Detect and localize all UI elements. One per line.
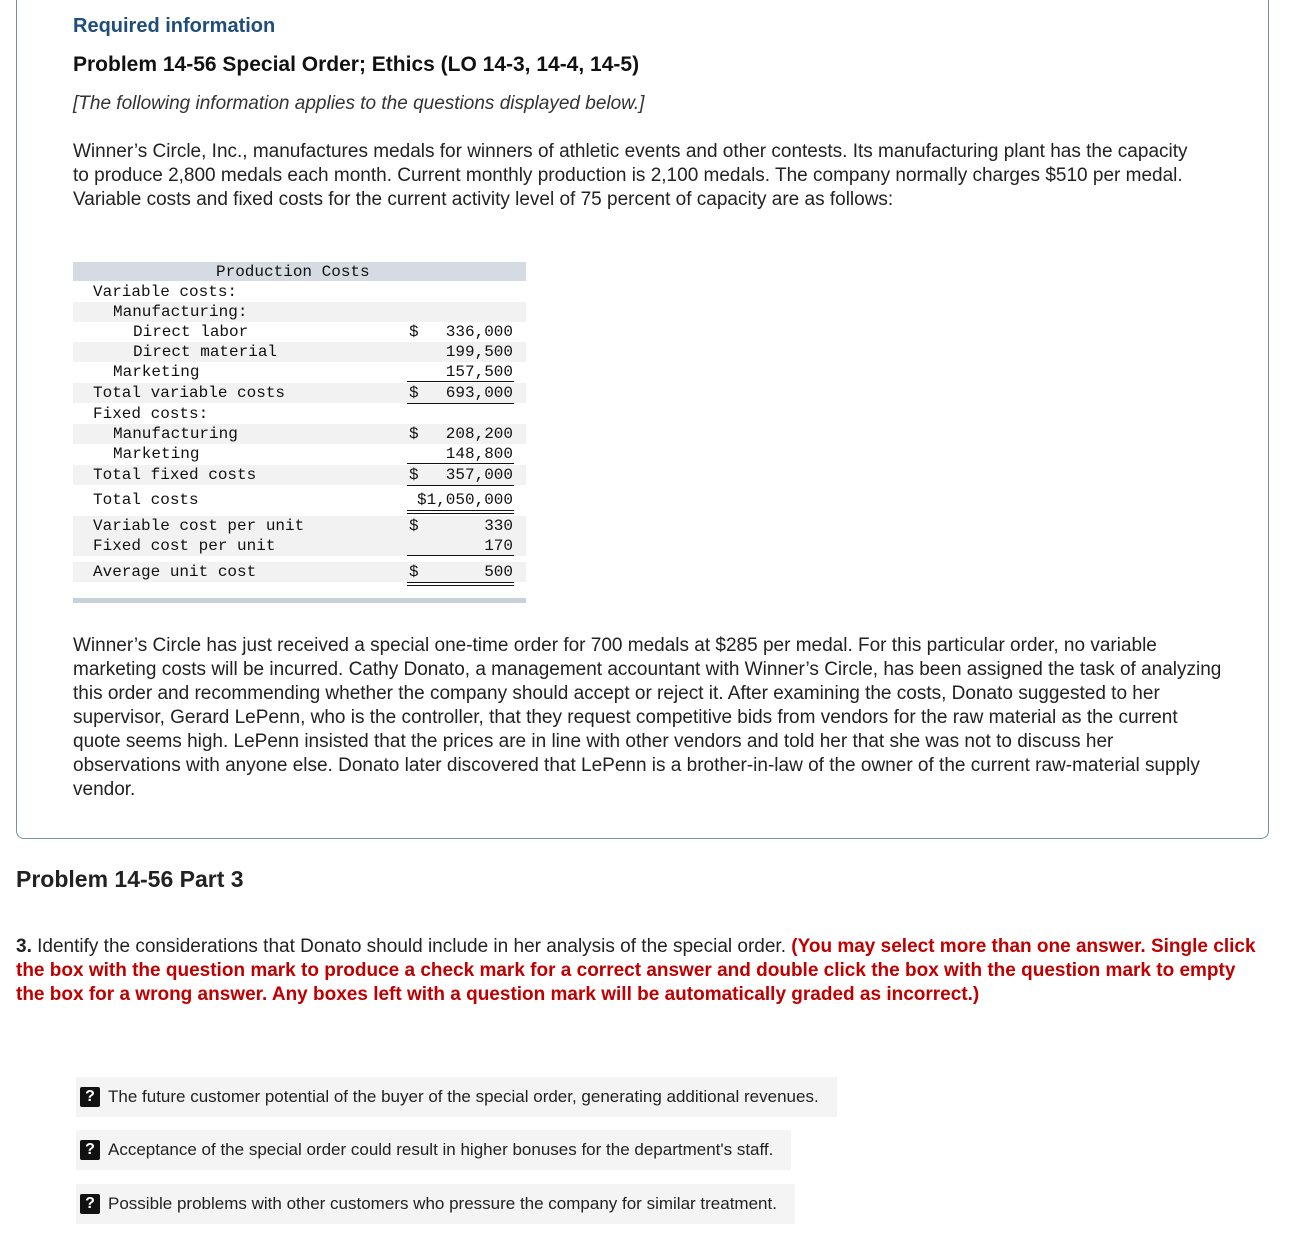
question-instructions: (You may select more than one answer. Single click the box with the question mark to produce a check mark for a correct answer and double click the box with the question mark to empty the box for a wrong answer. Any boxes left with a question mark will be automatically graded as incorrect.) <box>16 936 1256 1005</box>
dollar-sign: $ <box>409 517 419 535</box>
row-label: Variable costs: <box>93 283 238 301</box>
production-costs-table <box>73 262 526 602</box>
row-label: Direct material <box>133 343 278 361</box>
question-mark-checkbox[interactable]: ? <box>80 1194 100 1214</box>
part-title: Problem 14-56 Part 3 <box>16 866 244 892</box>
subtotal-underline <box>407 381 514 382</box>
table-footer-bar <box>73 598 526 603</box>
row-label: Marketing <box>113 363 200 381</box>
row-label: Direct labor <box>133 323 249 341</box>
answer-option-1[interactable] <box>76 1077 837 1117</box>
row-amount: 500 <box>484 563 513 581</box>
required-information-heading: Required information <box>73 15 276 37</box>
row-amount: 157,500 <box>445 363 513 381</box>
row-label: Average unit cost <box>93 563 257 581</box>
subtotal-underline <box>407 555 514 556</box>
problem-title: Problem 14-56 Special Order; Ethics (LO 14-3, 14-4, 14-5) <box>73 53 640 76</box>
dollar-sign: $ <box>409 466 419 484</box>
row-label: Variable cost per unit <box>93 517 305 535</box>
dollar-sign: $ <box>409 425 419 443</box>
table-row <box>73 282 526 302</box>
question-mark-checkbox[interactable]: ? <box>80 1140 100 1160</box>
dollar-sign: $ <box>409 384 419 402</box>
table-row <box>73 362 526 382</box>
row-amount: $1,050,000 <box>416 491 513 509</box>
double-underline <box>407 582 514 586</box>
dollar-sign: $ <box>409 563 419 581</box>
question-mark-checkbox[interactable]: ? <box>80 1087 100 1107</box>
row-label: Manufacturing <box>113 425 238 443</box>
question-text: Identify the considerations that Donato should include in her analysis of the special order. <box>31 936 792 957</box>
table-header <box>73 262 526 281</box>
subtotal-underline <box>407 463 514 464</box>
table-row <box>73 424 526 444</box>
table-row <box>73 383 526 403</box>
applies-note: [The following information applies to the questions displayed below.] <box>73 93 645 114</box>
row-label: Total variable costs <box>93 384 286 402</box>
row-label: Fixed cost per unit <box>93 537 276 555</box>
table-row <box>73 490 526 510</box>
table-row <box>73 302 526 322</box>
intro-paragraph: Winner’s Circle, Inc., manufactures medals for winners of athletic events and other contests. Its manufacturing plant has the capacity to produce 2,800 medals each month. Current monthly production is 2,100 medals. The company normally charges $510 per medal. Variable costs and fixed costs for the current activity level of 75 percent of capacity are as follows: <box>73 141 1188 210</box>
special-order-paragraph: Winner’s Circle has just received a special one-time order for 700 medals at $285 per medal. For this particular order, no variable marketing costs will be incurred. Cathy Donato, a management accountant with Winner’s Circle, has been assigned the task of analyzing this order and recommending whether the company should accept or reject it. After examining the costs, Donato suggested to her supervisor, Gerard LePenn, who is the controller, that they request competitive bids from vendors for the raw material as the current quote seems high. LePenn insisted that the prices are in line with other vendors and told her that she was not to discuss her observations with anyone else. Donato later discovered that LePenn is a brother-in-law of the owner of the current raw-material supply vendor. <box>73 635 1222 800</box>
row-amount: 170 <box>484 537 513 555</box>
row-label: Manufacturing: <box>113 303 248 321</box>
row-label: Total fixed costs <box>93 466 257 484</box>
total-underline <box>407 485 514 486</box>
table-row <box>73 322 526 342</box>
row-amount: 693,000 <box>445 384 513 402</box>
row-amount: 330 <box>484 517 513 535</box>
answer-option-3[interactable] <box>76 1184 795 1224</box>
table-row <box>73 536 526 556</box>
question-number: 3. <box>16 936 32 957</box>
question-prompt <box>16 935 1266 1007</box>
row-amount: 336,000 <box>445 323 513 341</box>
answer-option-2[interactable] <box>76 1130 791 1170</box>
table-row <box>73 516 526 536</box>
table-header-label: Production Costs <box>216 263 370 281</box>
table-row <box>73 444 526 464</box>
option-text: The future customer potential of the buyer of the special order, generating additional revenues. <box>108 1087 819 1106</box>
row-amount: 148,800 <box>445 445 513 463</box>
dollar-sign: $ <box>409 323 419 341</box>
option-text: Possible problems with other customers who pressure the company for similar treatment. <box>108 1194 777 1213</box>
table-row <box>73 465 526 485</box>
row-amount: 357,000 <box>445 466 513 484</box>
row-label: Total costs <box>93 491 199 509</box>
row-label: Marketing <box>113 445 200 463</box>
row-amount: 208,200 <box>445 425 513 443</box>
table-row <box>73 562 526 582</box>
row-label: Fixed costs: <box>93 405 209 423</box>
double-underline <box>407 510 514 514</box>
row-amount: 199,500 <box>445 343 513 361</box>
option-text: Acceptance of the special order could result in higher bonuses for the department's staff. <box>108 1140 774 1159</box>
table-row <box>73 404 526 424</box>
table-row <box>73 342 526 362</box>
